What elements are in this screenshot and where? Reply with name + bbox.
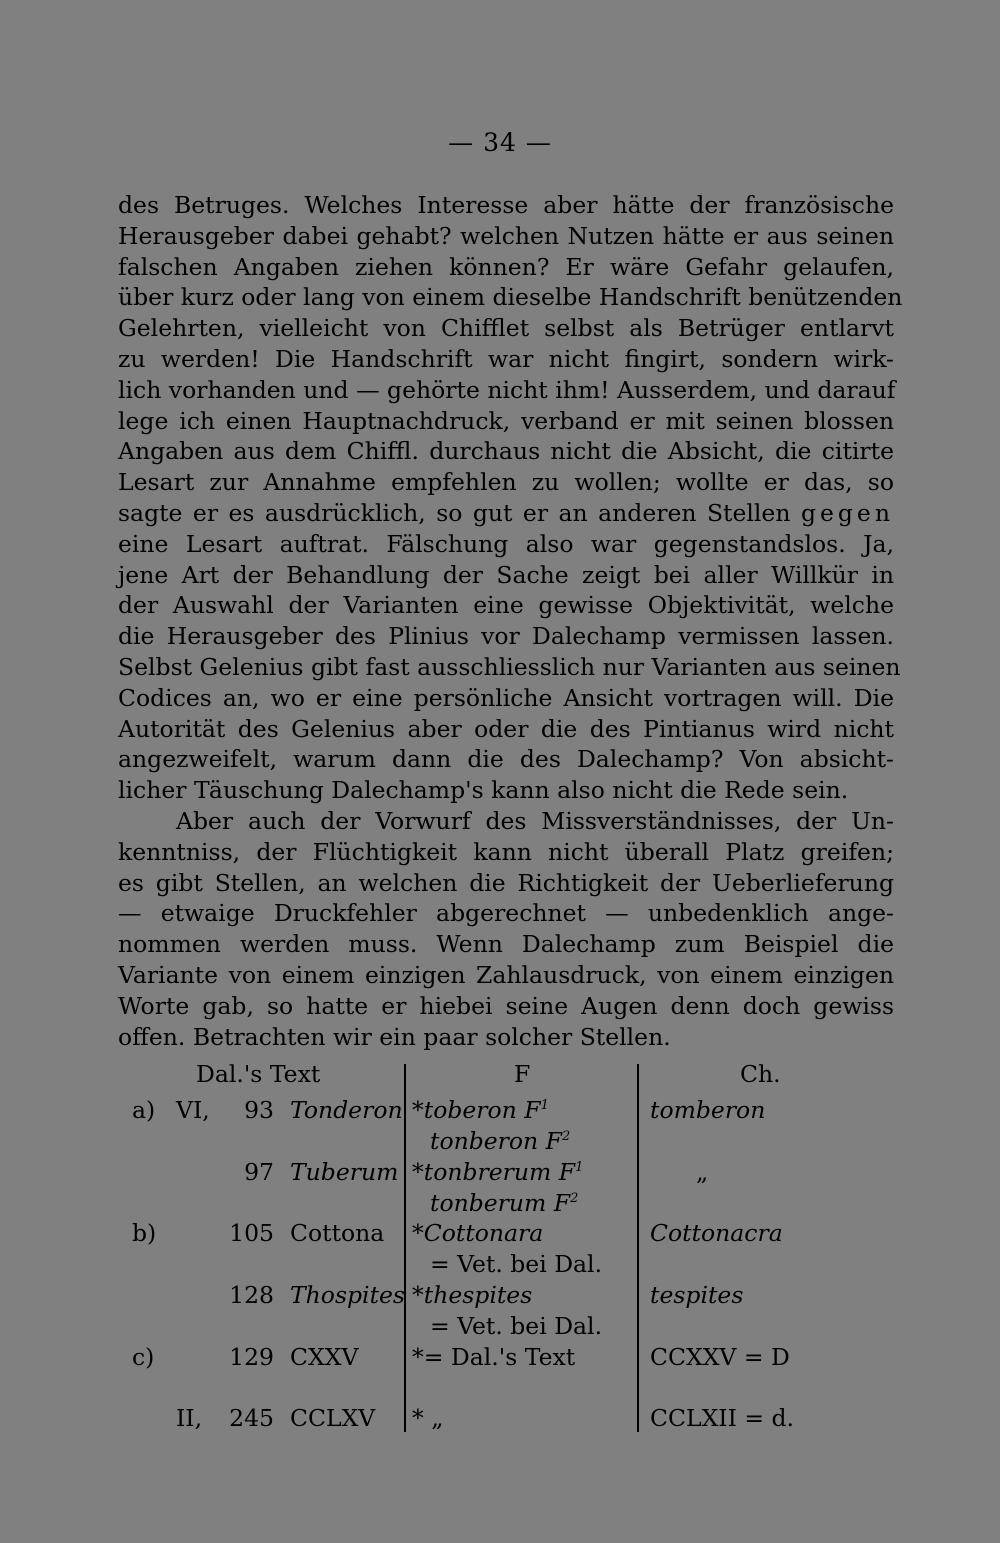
text-line: — etwaige Druckfehler abgerechnet — unbedenklich ange- [118,899,894,928]
dal-text-word: Tuberum [290,1158,399,1186]
text-line: eine Lesart auftrat. Fälschung also war gegenstandslos. Ja, [118,529,894,558]
text-line: des Betruges. Welches Interesse aber hätte der französische [118,191,894,219]
f-reading: tonberon $F^2$ [430,1127,571,1155]
text-line: Selbst Gelenius gibt fast ausschliesslich nur Varianten aus seinen [118,652,901,681]
ch-reading: CCXXV = D [650,1343,790,1371]
dal-text-word: Tonderon [290,1096,403,1124]
chapter-number: 129 [229,1343,274,1371]
text-line: Autorität des Gelenius aber oder die des Pintianus wird nicht [118,714,894,743]
f-reading: * „ [412,1404,444,1432]
f-reading: = Vet. bei Dal. [430,1250,603,1278]
text-line: Worte gab, so hatte er hiebei seine Augen denn doch gewiss [118,991,894,1020]
text-line: Variante von einem einzigen Zahlausdruck, von einem einzigen [118,960,894,989]
header-f: F [514,1060,531,1088]
f-reading: *= Dal.'s Text [412,1343,576,1371]
text-line: der Auswahl der Varianten eine gewisse Objektivität, welche [118,591,894,620]
text-line: Lesart zur Annahme empfehlen zu wollen; wollte er das, so [118,468,894,497]
column-divider [404,1064,406,1432]
text-line: lich vorhanden und — gehörte nicht ihm! Ausserdem, und darauf [118,375,896,404]
f-reading: tonberum $F^2$ [430,1189,579,1217]
text-line: nommen werden muss. Wenn Dalechamp zum Beispiel die [118,930,894,959]
text-line: die Herausgeber des Plinius vor Dalechamp vermissen lassen. [118,622,894,651]
spaced-word: gegen [800,498,894,527]
chapter-number: 97 [244,1158,274,1186]
text-line: lege ich einen Hauptnachdruck, verband er mit seinen blossen [118,406,894,435]
text-line: angezweifelt, warum dann die des Dalechamp? Von absicht- [118,745,894,774]
f-reading: = Vet. bei Dal. [430,1312,603,1340]
chapter-number: 93 [244,1096,274,1124]
text-line: Aber auch der Vorwurf des Missverständnisses, der Un- [176,806,894,835]
header-ch: Ch. [740,1060,781,1088]
ch-reading: tespites [650,1281,744,1309]
text-line: Herausgeber dabei gehabt? welchen Nutzen hätte er aus seinen [118,221,894,250]
text-line-part: sagte er es ausdrücklich, so gut er an anderen Stellen [118,498,791,527]
book-number: VI, [176,1096,210,1124]
text-line: falschen Angaben ziehen können? Er wäre Gefahr gelaufen, [118,252,894,281]
page-number: — 34 — [448,128,552,157]
manuscript-superscript: 2 [561,1129,571,1144]
text-line: zu werden! Die Handschrift war nicht fingirt, sondern wirk- [118,344,894,373]
manuscript-superscript: 1 [575,1160,584,1175]
f-reading: *tonbrerum $F^1$ [412,1158,584,1186]
chapter-number: 128 [229,1281,274,1309]
f-reading: *Cottonara [412,1219,544,1247]
text-line: offen. Betrachten wir ein paar solcher Stellen. [118,1022,671,1051]
book-number: II, [176,1404,203,1432]
dal-text-word: CCLXV [290,1404,376,1432]
ch-reading: CCLXII = d. [650,1404,795,1432]
column-divider [637,1064,639,1432]
ch-reading: „ [696,1158,709,1186]
row-label: a) [132,1096,156,1124]
manuscript-superscript: 2 [570,1191,579,1206]
text-line: kenntniss, der Flüchtigkeit kann nicht überall Platz greifen; [118,837,894,866]
dal-text-word: CXXV [290,1343,359,1371]
dal-text-word: Cottona [290,1219,385,1247]
chapter-number: 245 [229,1404,274,1432]
text-line: Angaben aus dem Chiffl. durchaus nicht die Absicht, die citirte [118,437,894,466]
row-label: b) [132,1219,157,1247]
ch-reading: tomberon [650,1096,766,1124]
chapter-number: 105 [229,1219,274,1247]
text-line: Codices an, wo er eine persönliche Ansicht vortragen will. Die [118,683,894,712]
header-dal-text: Dal.'s Text [196,1060,321,1088]
ch-reading: Cottonacra [650,1219,783,1247]
f-reading: *toberon $F^1$ [412,1096,549,1124]
row-label: c) [132,1343,155,1371]
text-line: über kurz oder lang von einem dieselbe Handschrift benützenden [118,283,903,312]
f-reading: *thespites [412,1281,533,1309]
text-line: Gelehrten, vielleicht von Chifflet selbst als Betrüger entlarvt [118,314,894,343]
text-line: es gibt Stellen, an welchen die Richtigkeit der Ueberlieferung [118,868,894,897]
manuscript-superscript: 1 [540,1098,549,1113]
dal-text-word: Thospites [290,1281,405,1309]
text-line: jene Art der Behandlung der Sache zeigt bei aller Willkür in [118,560,894,589]
text-line: licher Täuschung Dalechamp's kann also nicht die Rede sein. [118,776,849,805]
